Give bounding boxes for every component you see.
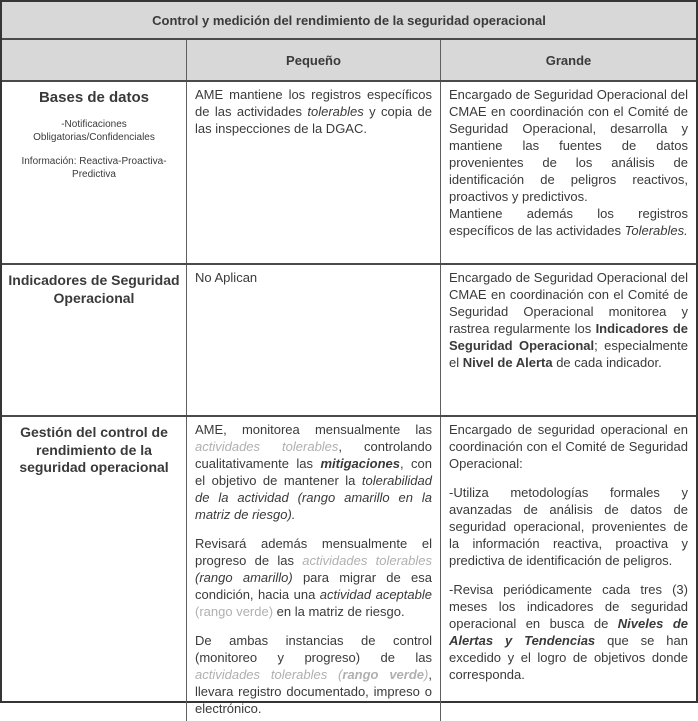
text-segment: , con el objetivo de mantener la (195, 456, 433, 489)
row-title: Gestión del control de rendimiento de la seguridad operacional (19, 424, 169, 475)
paragraph (195, 632, 432, 717)
paragraph (449, 421, 688, 472)
text-segment: y copia de las inspecciones de la DGAC. (195, 104, 433, 137)
row-subtitle-informacion: Información: Reactiva-Proactiva-Predictiva (21, 155, 167, 181)
text-segment: Encargado de Seguridad Operacional del CMAE en coordinación con el Comité de Seguridad Operacional, desarrolla y mantiene las fuentes de datos provenientes de los análisis de identificación de peligros reactivos, proactivos y predictivos. (449, 87, 688, 205)
column-header-grande: Grande (440, 40, 696, 80)
text-segment: , controlando cualitativamente las (195, 439, 432, 472)
cell-indicadores-grande (440, 265, 696, 415)
text-segment: ) (424, 667, 429, 683)
cell-bases-grande (440, 82, 696, 263)
row-subtitle-notificaciones: -Notificaciones Obligatorias/Confidenciales (33, 118, 155, 144)
cell-indicadores-pequeno (186, 265, 440, 415)
table-row (2, 263, 696, 415)
text-segment: actividad aceptable (319, 587, 432, 603)
paragraph (449, 269, 688, 371)
text-segment: que se han excedido y el logro de objetivos donde corresponda. (449, 633, 688, 683)
paragraph (449, 86, 688, 205)
text-segment: Encargado de Seguridad Operacional del CMAE en coordinación con el Comité de Seguridad Operacional monitorea y rastrea regularmente los (449, 270, 688, 337)
paragraph (449, 205, 688, 239)
text-segment: De ambas instancias de control (monitoreo y progreso) de las (195, 633, 432, 666)
text-segment: No Aplican (195, 270, 258, 285)
text-segment: mitigaciones (320, 456, 400, 472)
text-segment: Tolerables. (624, 223, 688, 239)
row-header-bases-de-datos (2, 82, 186, 263)
table-title-row (2, 2, 696, 38)
text-segment: Indicadores de Seguridad Operacional (449, 321, 688, 354)
text-segment: de cada indicador. (552, 355, 662, 371)
text-segment: actividades tolerables (195, 439, 339, 455)
text-segment: actividades tolerables ( (195, 667, 343, 683)
table-row (2, 415, 696, 721)
table-title: Control y medición del rendimiento de la seguridad operacional (2, 2, 696, 38)
paragraph (449, 484, 688, 569)
text-segment: rango verde (342, 667, 425, 683)
table-row (2, 80, 696, 263)
row-header-indicadores (2, 265, 186, 415)
cell-gestion-grande (440, 417, 696, 721)
corner-empty-cell (2, 40, 186, 80)
text-segment: Encargado de seguridad operacional en coordinación con el Comité de Seguridad Operacional: (449, 422, 688, 472)
paragraph (449, 581, 688, 683)
row-title: Bases de datos (38, 89, 150, 106)
text-segment: tolerables (307, 104, 364, 120)
text-segment: -Utiliza metodologías formales y avanzadas de análisis de datos de seguridad operacional, provenientes de la información reactiva, proactiva y predictiva de identificación de peligros. (449, 485, 688, 569)
text-segment: , llevara registro documentado, impreso o electrónico. (195, 667, 432, 717)
text-segment: para migrar de esa condición, hacia una (195, 570, 432, 603)
column-header-pequeno: Pequeño (186, 40, 440, 80)
cell-bases-pequeno (186, 82, 440, 263)
text-segment: AME, monitorea mensualmente las (195, 422, 432, 437)
paragraph (195, 421, 432, 523)
paragraph (195, 269, 432, 286)
text-segment: (rango amarillo) (195, 570, 293, 586)
row-title: Indicadores de Seguridad Operacional (8, 272, 180, 306)
text-segment: tolerabilidad de la actividad (rango amarillo en la matriz de riesgo). (195, 473, 432, 523)
paragraph (195, 535, 432, 620)
text-segment: Revisará además mensualmente el progreso de las (195, 536, 432, 569)
cell-gestion-pequeno (186, 417, 440, 721)
text-segment: AME mantiene los registros específicos de las actividades (195, 87, 432, 120)
text-segment: Nivel de Alerta (462, 355, 553, 371)
text-segment: actividades tolerables (302, 553, 432, 569)
text-segment: Niveles de Alertas y Tendencias (449, 616, 688, 649)
text-segment: ; especialmente el (449, 338, 688, 371)
column-header-row (2, 38, 696, 80)
text-segment: -Revisa periódicamente cada tres (3) meses los indicadores de seguridad operacional en busca de (449, 582, 688, 632)
row-header-gestion (2, 417, 186, 721)
text-segment: (rango verde) (195, 604, 274, 620)
text-segment: Mantiene además los registros específicos de las actividades (449, 206, 688, 239)
paragraph (195, 86, 432, 137)
text-segment: en la matriz de riesgo. (273, 604, 405, 620)
